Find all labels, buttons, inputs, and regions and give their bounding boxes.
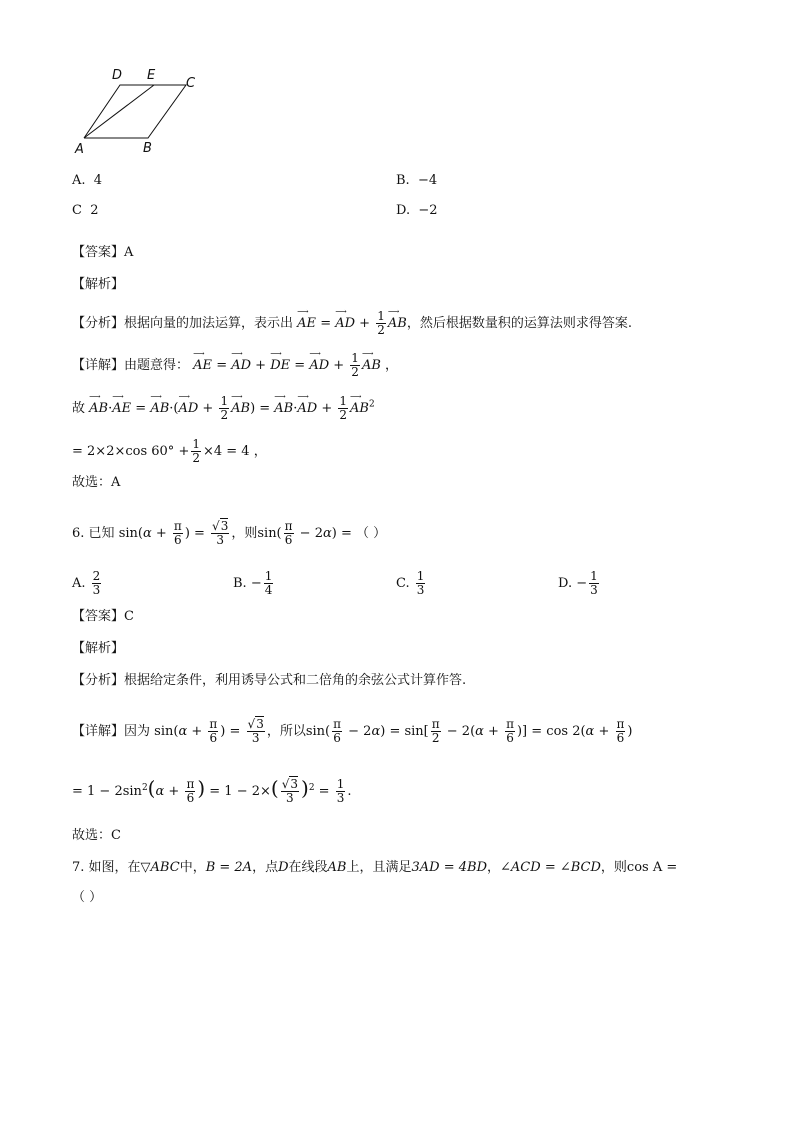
q7-stem-line2: （ ） xyxy=(72,890,103,905)
label-B: B xyxy=(143,141,152,156)
q5-option-b[interactable]: B. −4 xyxy=(396,173,438,188)
q6-calc-line: = $1 - 2\sin^2(\alpha$ + $\frac{\pi}{6}$ ) = 1 − 2×( $\frac{√3}{3}$ )$^2$ = $\frac{1}{3}$ . xyxy=(72,776,352,806)
q6-select: 故选：C xyxy=(72,828,121,843)
parallelogram-outline xyxy=(84,85,186,138)
q5-analysis-tag: 【解析】 xyxy=(72,277,125,292)
q6-option-c[interactable]: C. $\frac{1}{3}$ xyxy=(396,569,425,598)
q5-option-d[interactable]: D. −2 xyxy=(396,203,438,218)
q6-analysis-tag: 【解析】 xyxy=(72,641,125,656)
q5-option-a[interactable]: A. 4 xyxy=(72,173,103,188)
q5-option-c[interactable]: C 2 xyxy=(72,203,99,218)
label-A: A xyxy=(75,142,84,157)
q6-xiangjie-line: 【详解】因为 sin(α + $\frac{\pi}{6}$ ) = $\frac{√3}{3}$ ，所以sin( $\frac{\pi}{6}$ − 2α) = sin[ $\frac{\pi}{2}$ − 2(α + $\frac{\pi}{6}$ )] = cos 2(α + $\frac{\pi}{6}$ ) xyxy=(72,717,633,746)
q5-gu-line: 故 ⟶ AB·⟶ AE = ⟶ AB·(⟶ AD + $\frac{1}{2}$ ⟶ AB) = ⟶ AB·⟶ AD + $\frac{1}{2}$ ⟶ $AB^2$ xyxy=(72,395,375,422)
q6-stem: 6. 已知 sin(α + $\frac{\pi}{6}$ ) = $\frac{√3}{3}$ ，则sin( $\frac{\pi}{6}$ − 2α) = （ ） xyxy=(72,519,387,548)
label-C: C xyxy=(186,76,196,91)
q5-fenxi-line: 【分析】根据向量的加法运算，表示出 ⟶ AE = ⟶ AD + $\frac{1}{2}$ ⟶ AB，然后根据数量积的运算法则求得答案. xyxy=(72,310,632,337)
q6-option-a[interactable]: A. $\frac{2}{3}$ xyxy=(72,569,101,598)
q5-calc-line: = 2×2×cos 60° + $\frac{1}{2}$ ×4 = 4 ， xyxy=(72,437,267,466)
q5-answer: 【答案】A xyxy=(72,245,134,260)
segment-AE xyxy=(84,85,154,138)
q5-select: 故选：A xyxy=(72,475,121,490)
q6-fenxi-line: 【分析】根据给定条件，利用诱导公式和二倍角的余弦公式计算作答. xyxy=(72,673,467,688)
q6-option-b[interactable]: B. − $\frac{1}{4}$ xyxy=(233,569,273,598)
q5-xiangjie-line: 【详解】由题意得： ⟶ AE = ⟶ AD + ⟶ DE = ⟶ AD + $\frac{1}{2}$ ⟶ AB ， xyxy=(72,352,398,379)
q6-option-d[interactable]: D. − $\frac{1}{3}$ xyxy=(558,569,598,598)
q6-answer: 【答案】C xyxy=(72,609,134,624)
label-D: D xyxy=(112,68,123,83)
q7-stem-line1: 7. 如图，在▽ABC中，B = 2A，点D在线段AB上，且满足3AD = 4BD，∠ACD = ∠BCD，则cos A = xyxy=(72,860,678,875)
label-E: E xyxy=(147,68,156,83)
